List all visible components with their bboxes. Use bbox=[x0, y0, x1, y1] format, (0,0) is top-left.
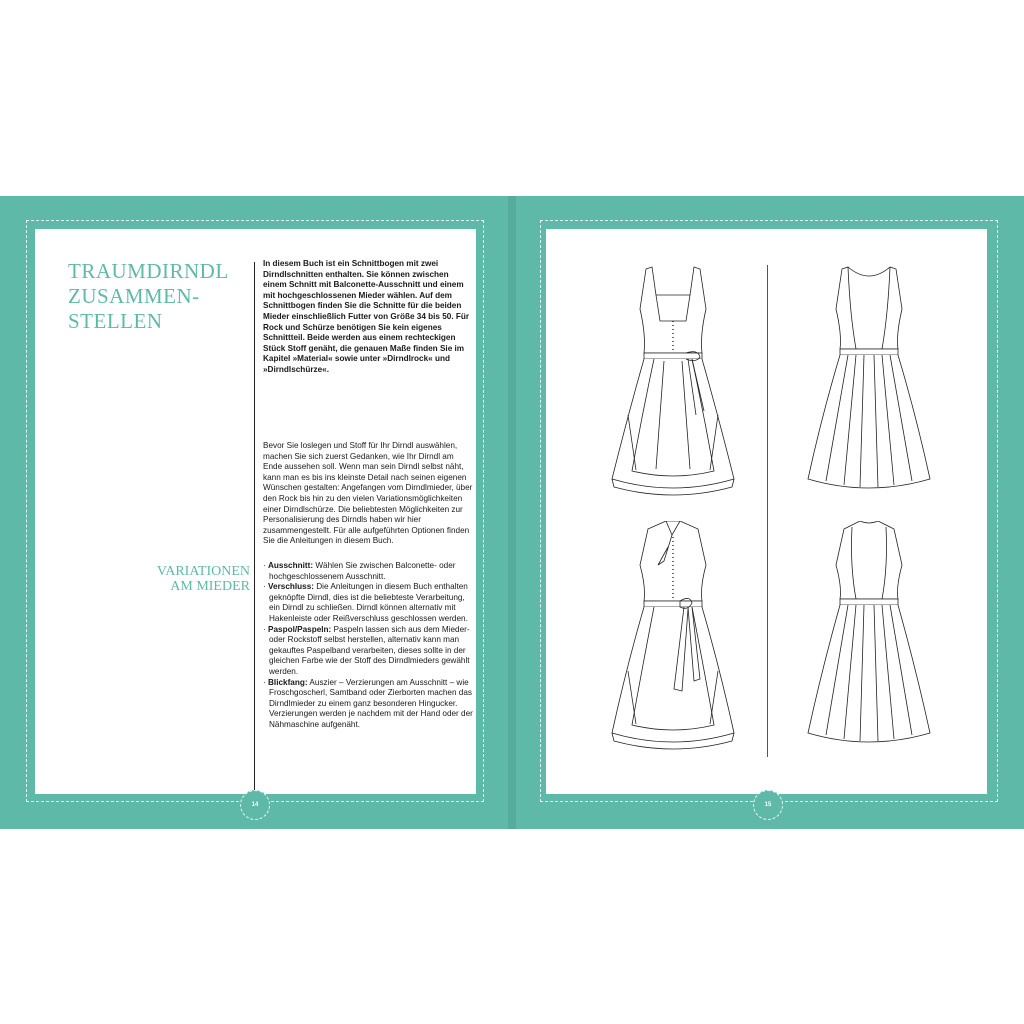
dress-high-neck-back-illustration bbox=[804, 521, 934, 757]
column-rule bbox=[254, 262, 255, 797]
bullet-term: Paspol/Paspeln: bbox=[268, 624, 332, 634]
bullet-text: Auszier – Verzierungen am Ausschnitt – wie Froschgoscherl, Samtband oder Zierborten machen das Dirndlmieder zu einem ganz besonderen Hingucker. Verzierungen werden je nachdem mit der Hand oder der Nähmaschine aufgenäht. bbox=[269, 677, 473, 729]
page-number: 15 bbox=[753, 790, 783, 820]
left-page bbox=[0, 196, 508, 829]
page-sheet bbox=[35, 229, 476, 794]
page-number: 14 bbox=[240, 790, 270, 820]
dress-high-neck-front-illustration bbox=[608, 521, 738, 757]
dress-balconette-back-illustration bbox=[804, 265, 934, 501]
list-item: · Paspol/Paspeln: Paspeln lassen sich aus dem Mieder- oder Rockstoff selbst herstellen, alternativ kann man gekauftes Paspelband verarbeiten, dieses sollte in der gleichen Farbe wie der Stoff des Dirndlmieders gewählt werden. bbox=[263, 624, 470, 676]
bullet-term: Ausschnitt: bbox=[268, 561, 314, 570]
bullet-list bbox=[263, 561, 475, 731]
page-sheet bbox=[546, 229, 987, 794]
bullet-text: Paspeln lassen sich aus dem Mieder- oder Rockstoff selbst herstellen, alternativ kann man gekauftes Paspelband verarbeiten, dieses sollte in der gleichen Farbe wie der Stoff des Dirndlmieders gewählt werden. bbox=[269, 624, 470, 676]
section-subtitle: VARIATIONEN AM MIEDER bbox=[156, 564, 250, 594]
list-item: · Ausschnitt: Wählen Sie zwischen Balconette- oder hochgeschlossenem Ausschnitt. bbox=[263, 561, 456, 581]
bullet-term: Blickfang: bbox=[268, 677, 308, 687]
book-gutter bbox=[508, 196, 516, 829]
illustration-divider bbox=[767, 265, 768, 757]
page-title: TRAUMDIRNDL ZUSAMMEN-STELLEN bbox=[68, 259, 228, 333]
bullet-text: Die Anleitungen in diesem Buch enthalten geknöpfte Dirndl, dies ist die beliebteste Verarbeitung, ein Dirndl zu schließen. Dirndl können alternativ mit Hakenleiste oder Reißverschluss geschlossen werden. bbox=[269, 582, 468, 623]
book-spread bbox=[0, 196, 1024, 829]
body-paragraph: Bevor Sie loslegen und Stoff für Ihr Dirndl auswählen, machen Sie sich zuerst Gedanken, wie Ihr Dirndl am Ende aussehen soll. Wenn man sein Dirndl selbst näht, kann man es bis ins kleinste Detail nach seinen eigenen Wünschen gestalten: Angefangen vom Dirndlmieder, über den Rock bis hin zu den vielen Variationsmöglichkeiten einer Dirndlschürze. Die beliebtesten Möglichkeiten zur Personalisierung des Dirndls haben wir hier zusammengestellt. Für alle aufgeführten Optionen finden Sie die Anleitungen in diesem Buch. bbox=[263, 441, 473, 546]
dress-balconette-front-illustration bbox=[608, 265, 738, 501]
bullet-term: Verschluss: bbox=[268, 582, 314, 592]
list-item: · Blickfang: Auszier – Verzierungen am Ausschnitt – wie Froschgoscherl, Samtband oder Zierborten machen das Dirndlmieder zu einem ganz besonderen Hingucker. Verzierungen werden je nachdem mit der Hand oder der Nähmaschine aufgenäht. bbox=[263, 677, 473, 729]
list-item: · Verschluss: Die Anleitungen in diesem Buch enthalten geknöpfte Dirndl, dies ist die beliebteste Verarbeitung, ein Dirndl zu schließen. Dirndl können alternativ mit Hakenleiste oder Reißverschluss geschlossen werden. bbox=[263, 582, 468, 623]
intro-paragraph: In diesem Buch ist ein Schnittbogen mit zwei Dirndlschnitten enthalten. Sie können zwischen einem Schnitt mit Balconette-Ausschnitt und einem mit hochgeschlossenen Mieder wählen. Auf dem Schnittbogen finden Sie die Schnitte für die beiden Mieder einschließlich Futter von Größe 34 bis 50. Für Rock und Schürze benötigen Sie kein eigenes Schnittteil. Beide werden aus einem rechteckigen Stück Stoff genäht, die genauen Maße finden Sie im Kapitel »Material« sowie unter »Dirndlrock« und »Dirndlschürze«. bbox=[263, 259, 470, 374]
bullet-text: Wählen Sie zwischen Balconette- oder hochgeschlossenem Ausschnitt. bbox=[269, 561, 456, 581]
right-page bbox=[516, 196, 1024, 829]
